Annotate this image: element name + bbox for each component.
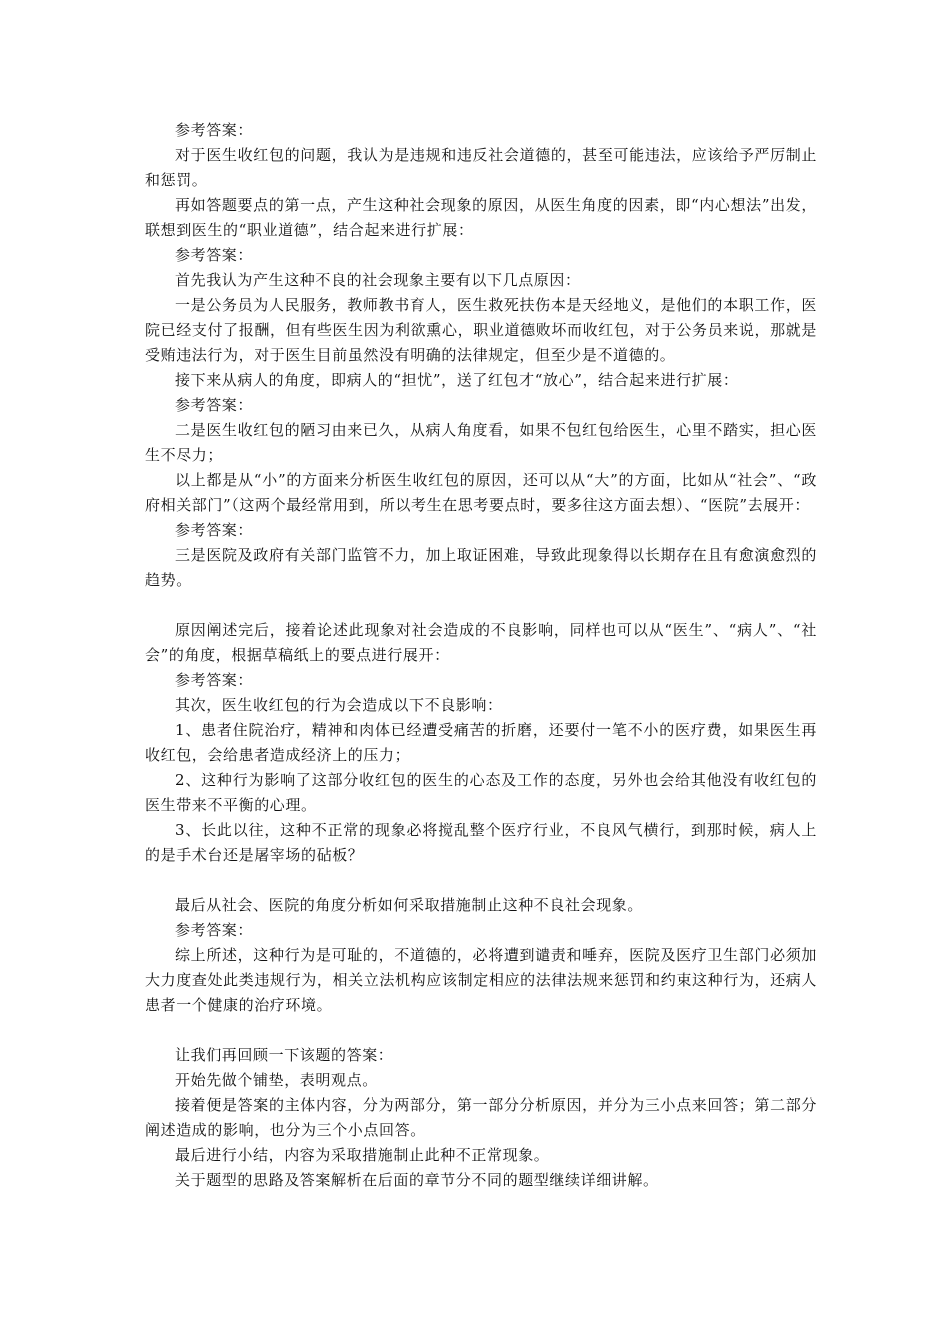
paragraph: 开始先做个铺垫，表明观点。 (175, 1071, 378, 1089)
paragraph: 参考答案： (175, 921, 254, 939)
paragraph: 三是医院及政府有关部门监管不力，加上取证困难，导致此现象得以长期存在且有愈演愈烈的趋势。 (145, 546, 817, 589)
paragraph: 其次，医生收红包的行为会造成以下不良影响： (175, 696, 503, 714)
blank-line (145, 1018, 817, 1043)
document-page (145, 118, 817, 1193)
paragraph: 最后从社会、医院的角度分析如何采取措施制止这种不良社会现象。 (175, 896, 644, 914)
paragraph: 关于题型的思路及答案解析在后面的章节分不同的题型继续详细讲解。 (175, 1171, 659, 1189)
paragraph: 参考答案： (175, 246, 254, 264)
paragraph: 二是医生收红包的陋习由来已久，从病人角度看，如果不包红包给医生，心里不踏实，担心医生不尽力； (145, 421, 817, 464)
paragraph: 1、患者住院治疗，精神和肉体已经遭受痛苦的折磨，还要付一笔不小的医疗费，如果医生再收红包，会给患者造成经济上的压力； (145, 721, 817, 764)
blank-line (145, 593, 817, 618)
paragraph: 接下来从病人的角度，即病人的“担忧”，送了红包才“放心”，结合起来进行扩展： (175, 371, 739, 389)
paragraph: 参考答案： (175, 521, 254, 539)
blank-line (145, 868, 817, 893)
paragraph: 接着便是答案的主体内容，分为两部分，第一部分分析原因，并分为三小点来回答；第二部分阐述造成的影响，也分为三个小点回答。 (145, 1096, 817, 1139)
paragraph: 综上所述，这种行为是可耻的，不道德的，必将遭到谴责和唾弃，医院及医疗卫生部门必须加大力度查处此类违规行为，相关立法机构应该制定相应的法律法规来惩罚和约束这种行为，还病人患者一个健康的治疗环境。 (145, 946, 817, 1014)
paragraph: 以上都是从“小”的方面来分析医生收红包的原因，还可以从“大”的方面，比如从“社会”、“政府相关部门”（这两个最经常用到，所以考生在思考要点时，要多往这方面去想）、“医院”去展开： (145, 471, 817, 514)
paragraph: 参考答案： (175, 396, 254, 414)
paragraph: 让我们再回顾一下该题的答案： (175, 1046, 394, 1064)
paragraph: 参考答案： (175, 121, 254, 139)
paragraph: 最后进行小结，内容为采取措施制止此种不正常现象。 (175, 1146, 550, 1164)
paragraph: 参考答案： (175, 671, 254, 689)
paragraph: 2、这种行为影响了这部分收红包的医生的心态及工作的态度，另外也会给其他没有收红包的医生带来不平衡的心理。 (145, 771, 817, 814)
paragraph: 对于医生收红包的问题，我认为是违规和违反社会道德的，甚至可能违法，应该给予严厉制止和惩罚。 (145, 146, 817, 189)
paragraph: 一是公务员为人民服务，教师教书育人，医生救死扶伤本是天经地义，是他们的本职工作，医院已经支付了报酬，但有些医生因为利欲熏心，职业道德败坏而收红包，对于公务员来说，那就是受贿违法行为，对于医生目前虽然没有明确的法律规定，但至少是不道德的。 (145, 296, 817, 364)
paragraph: 3、长此以往，这种不正常的现象必将搅乱整个医疗行业，不良风气横行，到那时候，病人上的是手术台还是屠宰场的砧板？ (145, 821, 817, 864)
paragraph: 原因阐述完后，接着论述此现象对社会造成的不良影响，同样也可以从“医生”、“病人”、“社会”的角度，根据草稿纸上的要点进行展开： (145, 621, 817, 664)
paragraph: 首先我认为产生这种不良的社会现象主要有以下几点原因： (175, 271, 581, 289)
paragraph: 再如答题要点的第一点，产生这种社会现象的原因，从医生角度的因素，即“内心想法”出发，联想到医生的“职业道德”，结合起来进行扩展： (145, 196, 817, 239)
